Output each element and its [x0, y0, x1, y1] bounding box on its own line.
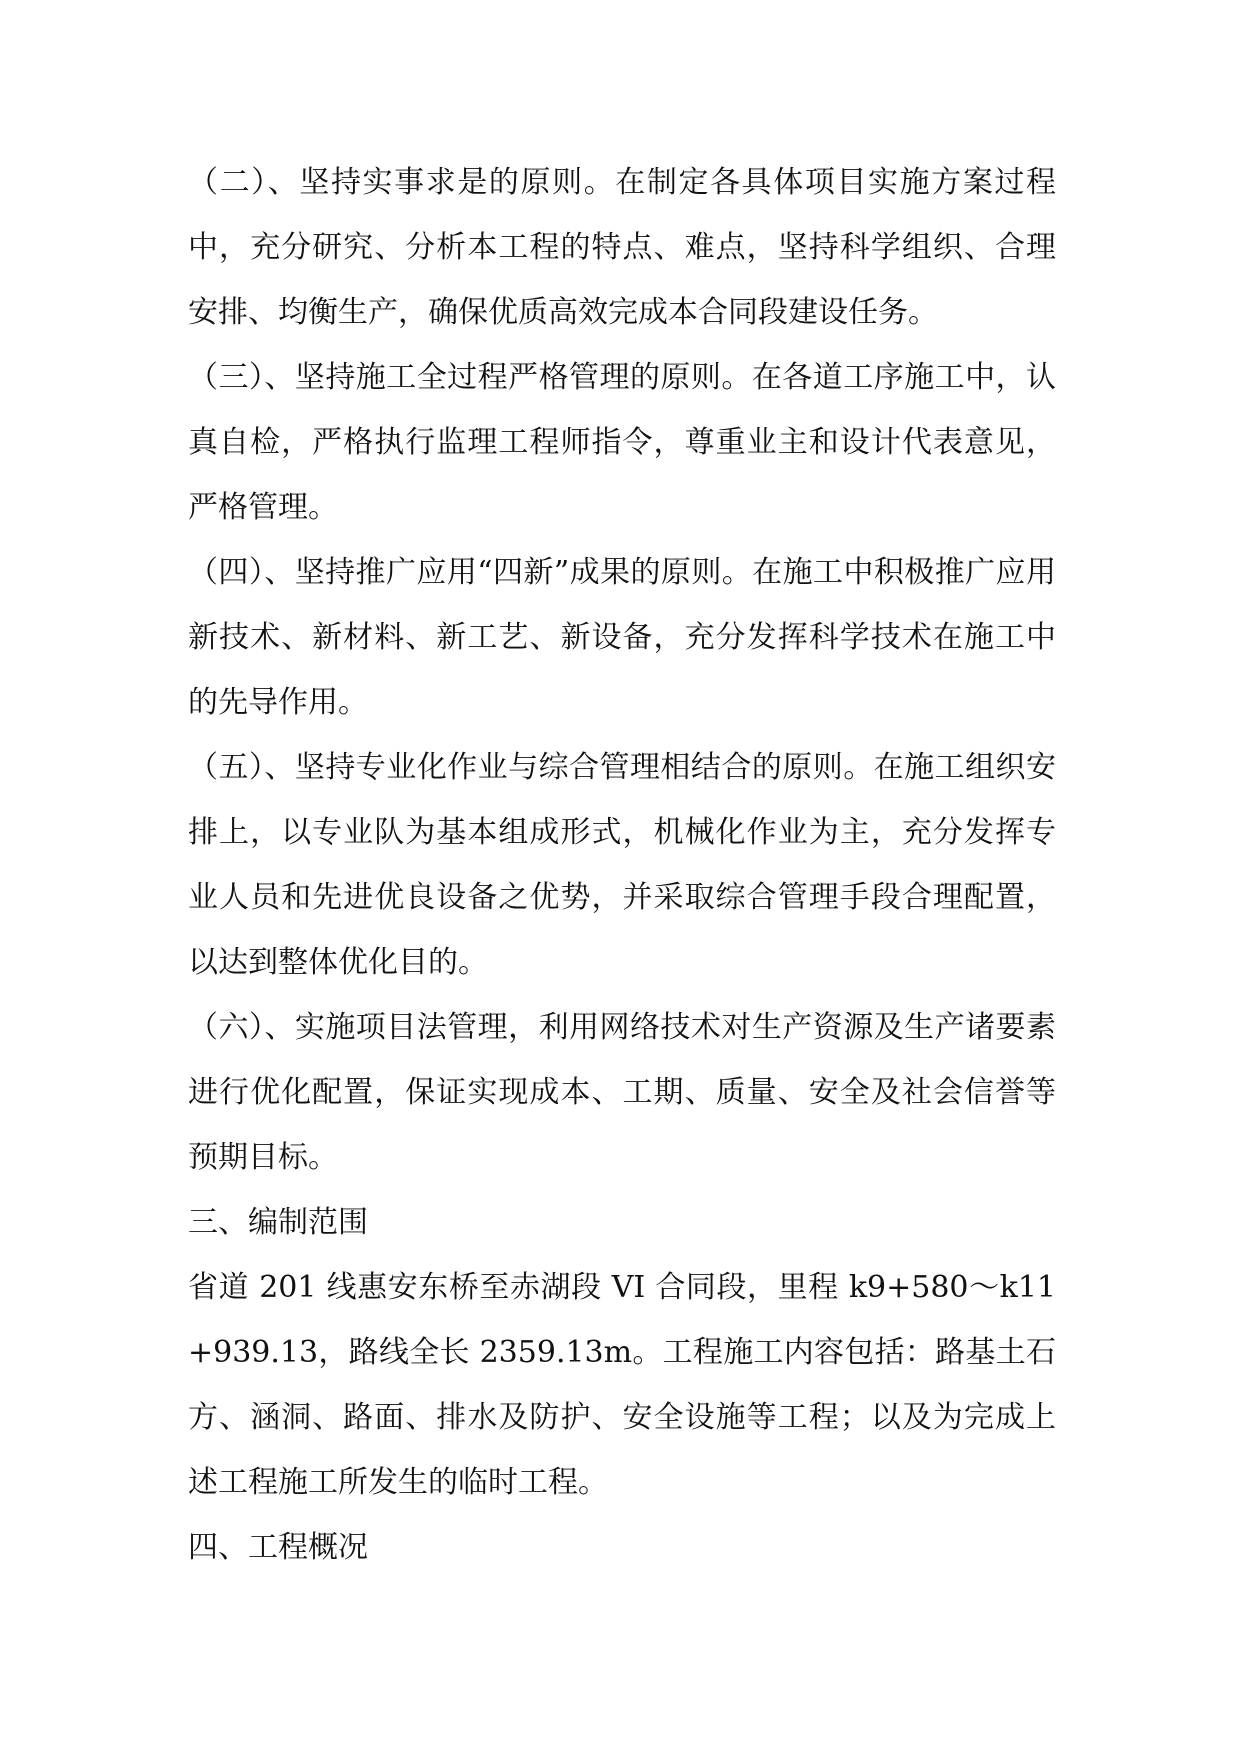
paragraph-principle-3: （三）、坚持施工全过程严格管理的原则。在各道工序施工中，认真自检，严格执行监理工程师指令，尊重业主和设计代表意见，严格管理。 [188, 360, 1056, 525]
section-heading-overview: 四、工程概况 [188, 1530, 368, 1565]
paragraph-principle-4: （四）、坚持推广应用“四新”成果的原则。在施工中积极推广应用新技术、新材料、新工艺、新设备，充分发挥科学技术在施工中的先导作用。 [188, 555, 1056, 720]
paragraph-principle-5: （五）、坚持专业化作业与综合管理相结合的原则。在施工组织安排上，以专业队为基本组成形式，机械化作业为主，充分发挥专业人员和先进优良设备之优势，并采取综合管理手段合理配置，以达到整体优化目的。 [188, 750, 1056, 980]
paragraph-principle-2: （二）、坚持实事求是的原则。在制定各具体项目实施方案过程中，充分研究、分析本工程的特点、难点，坚持科学组织、合理安排、均衡生产，确保优质高效完成本合同段建设任务。 [188, 165, 1056, 330]
paragraph-principle-6: （六）、实施项目法管理，利用网络技术对生产资源及生产诸要素进行优化配置，保证实现成本、工期、质量、安全及社会信誉等预期目标。 [188, 1010, 1056, 1175]
document-body [188, 150, 1056, 1580]
section-body-scope: 省道 201 线惠安东桥至赤湖段 VI 合同段，里程 k9+580～k11+939.13，路线全长 2359.13m。工程施工内容包括：路基土石方、涵洞、路面、排水及防护、安全设施等工程；以及为完成上述工程施工所发生的临时工程。 [188, 1270, 1056, 1500]
section-heading-scope: 三、编制范围 [188, 1205, 368, 1240]
